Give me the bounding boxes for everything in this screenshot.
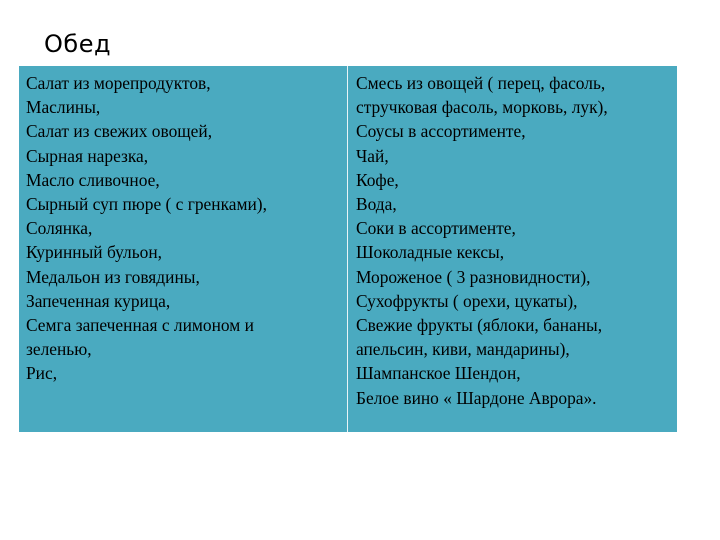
menu-item: Кофе, xyxy=(356,169,399,190)
menu-list-left xyxy=(26,71,341,386)
menu-item: Соусы в ассортименте, xyxy=(356,121,526,142)
menu-item: Соки в ассортименте, xyxy=(356,218,516,239)
menu-item: Свежие фрукты (яблоки, бананы, xyxy=(356,315,603,336)
menu-item: Мороженое ( 3 разновидности), xyxy=(356,266,591,287)
menu-table xyxy=(19,66,677,432)
menu-item: стручковая фасоль, морковь, лук), xyxy=(356,97,608,118)
menu-item: Сухофрукты ( орехи, цукаты), xyxy=(356,290,578,311)
menu-item: Солянка, xyxy=(26,218,93,239)
menu-item: Медальон из говядины, xyxy=(26,266,200,287)
menu-item: Маслины, xyxy=(26,97,101,118)
menu-item: апельсин, киви, мандарины), xyxy=(356,339,570,360)
menu-item: Сырная нарезка, xyxy=(26,145,149,166)
menu-item: Смесь из овощей ( перец, фасоль, xyxy=(356,73,606,93)
menu-item: Чай, xyxy=(356,145,389,166)
menu-item: Семга запеченная с лимоном и xyxy=(26,315,254,336)
page-title: Обед xyxy=(44,30,112,58)
menu-item: Масло сливочное, xyxy=(26,169,160,190)
menu-item: Салат из свежих овощей, xyxy=(26,121,213,142)
menu-item: Шоколадные кексы, xyxy=(356,242,505,263)
menu-item: Сырный суп пюре ( с гренками), xyxy=(26,194,267,215)
menu-column-right xyxy=(348,66,677,432)
menu-item: Шампанское Шендон, xyxy=(356,363,521,384)
menu-item: Салат из морепродуктов, xyxy=(26,73,211,93)
menu-item: Запеченная курица, xyxy=(26,290,171,311)
menu-list-right xyxy=(356,71,671,410)
menu-item: зеленью, xyxy=(26,339,92,360)
menu-column-left xyxy=(19,66,348,432)
menu-item: Рис, xyxy=(26,363,58,384)
menu-item: Куринный бульон, xyxy=(26,242,163,263)
menu-item: Вода, xyxy=(356,194,397,215)
menu-item: Белое вино « Шардоне Аврора». xyxy=(356,387,597,408)
